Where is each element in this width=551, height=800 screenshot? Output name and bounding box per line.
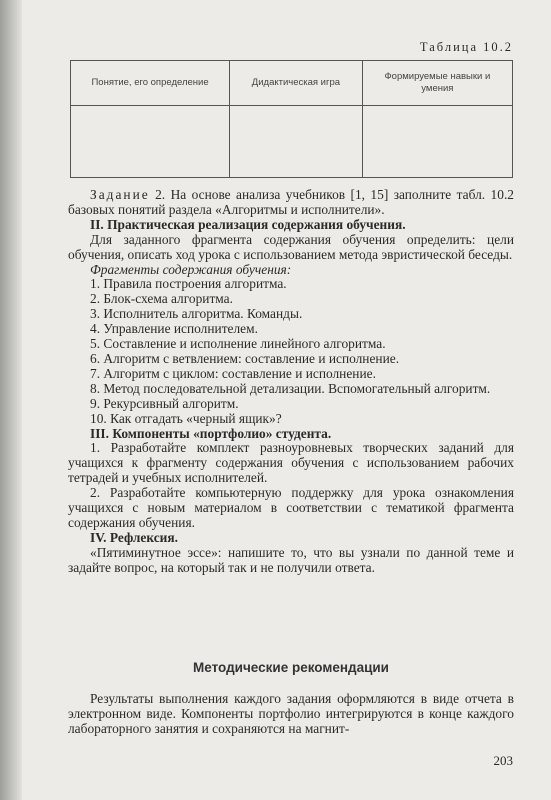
task2-paragraph xyxy=(68,188,514,218)
task-label: Задание xyxy=(90,187,150,202)
section3-item-1: 1. Разработайте комплект разноуровневых творческих заданий для учащихся к фрагменту содержания обучения с использованием рабочих тетрадей и учебных исполнителей. xyxy=(68,440,514,486)
fragments-title-text: Фрагменты содержания обучения xyxy=(90,261,287,277)
section3-heading: III. Компоненты «портфолио» студента. xyxy=(90,425,332,441)
section2-heading: II. Практическая реализация содержания обучения. xyxy=(90,216,406,232)
table-row xyxy=(71,106,513,178)
list-item: 3. Исполнитель алгоритма. Команды. xyxy=(90,306,303,322)
method-text-block xyxy=(68,692,514,737)
table-caption: Таблица 10.2 xyxy=(419,40,513,54)
list-item: 2. Блок-схема алгоритма. xyxy=(90,291,233,307)
concepts-table xyxy=(70,60,513,178)
table-header-row xyxy=(71,61,513,106)
body-text xyxy=(68,188,514,576)
section2-text: Для заданного фрагмента содержания обучения определить: цели обучения, описать ход урока с использованием метода эвристической беседы. xyxy=(68,231,514,262)
section3-item-2: 2. Разработайте компьютерную поддержку для урока ознакомления учащихся с новым материалом в соответствии с тематикой фрагмента содержания обучения. xyxy=(68,485,514,530)
section4-text: «Пятиминутное эссе»: напишите то, что вы узнали по данной теме и задайте вопрос, на который так и не получили ответа. xyxy=(68,544,514,575)
table-cell xyxy=(362,106,512,178)
list-item: 6. Алгоритм с ветвлением: составление и исполнение. xyxy=(90,350,400,366)
section4-heading: IV. Рефлексия. xyxy=(90,529,178,545)
list-item: 7. Алгоритм с циклом: составление и исполнение. xyxy=(90,365,376,381)
task-text: 2. На основе анализа учебников [1, 15] заполните табл. 10.2 базовых понятий раздела «Алгоритмы и исполнители». xyxy=(68,187,514,217)
list-item: 4. Управление исполнителем. xyxy=(90,321,258,337)
table-header-skills: Формируемые навыки и умения xyxy=(362,61,512,106)
table-header-game: Дидактическая игра xyxy=(230,61,363,106)
list-item: 1. Правила построения алгоритма. xyxy=(90,276,287,292)
table-header-concept: Понятие, его определение xyxy=(71,61,230,106)
list-item: 8. Метод последовательной детализации. Вспомогательный алгоритм. xyxy=(90,380,491,396)
method-section-title: Методические рекомендации xyxy=(193,660,389,675)
list-item: 5. Составление и исполнение линейного алгоритма. xyxy=(90,336,386,352)
list-item: 9. Рекурсивный алгоритм. xyxy=(90,395,239,411)
list-item: 10. Как отгадать «черный ящик»? xyxy=(90,410,282,426)
fragments-title: Фрагменты содержания обучения: xyxy=(90,261,292,277)
fragments-list xyxy=(68,277,514,426)
table-cell xyxy=(230,106,363,178)
page-number: 203 xyxy=(493,753,513,768)
method-text: Результаты выполнения каждого задания оформляются в виде отчета в электронном виде. Компоненты портфолио интегрируются в конце каждого лабораторного занятия и сохраняются на магнит- xyxy=(68,691,514,736)
table-cell xyxy=(71,106,230,178)
